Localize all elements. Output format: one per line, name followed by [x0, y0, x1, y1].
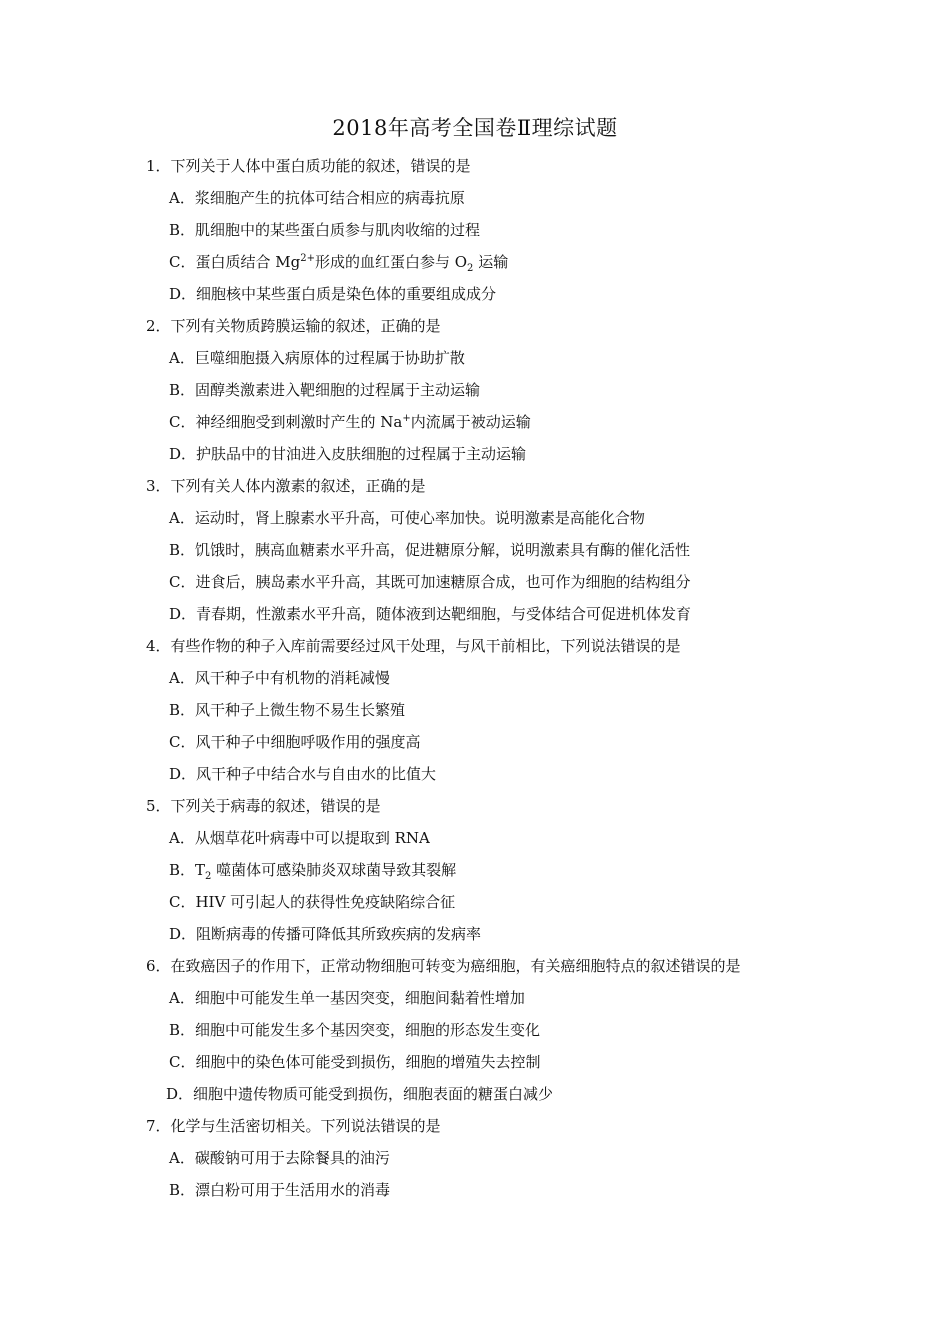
- option-text: C．神经细胞受到刺激时产生的 Na: [169, 413, 403, 431]
- option-item: A．细胞中可能发生单一基因突变，细胞间黏着性增加: [169, 989, 525, 1007]
- option-item: A．从烟草花叶病毒中可以提取到 RNA: [169, 829, 430, 847]
- option-item: C．细胞中的染色体可能受到损伤，细胞的增殖失去控制: [169, 1053, 541, 1071]
- option-item: [146, 246, 846, 278]
- option-item: B．风干种子上微生物不易生长繁殖: [169, 701, 406, 719]
- option-item: D．护肤品中的甘油进入皮肤细胞的过程属于主动运输: [169, 445, 527, 463]
- option-text: 运输: [473, 253, 509, 271]
- option-item: B．漂白粉可用于生活用水的消毒: [169, 1181, 391, 1199]
- option-item: B．细胞中可能发生多个基因突变，细胞的形态发生变化: [169, 1021, 541, 1039]
- option-item: D．风干种子中结合水与自由水的比值大: [169, 765, 437, 783]
- question-stem: 7．化学与生活密切相关。下列说法错误的是: [146, 1117, 441, 1135]
- question-stem: 4．有些作物的种子入库前需要经过风干处理，与风干前相比，下列说法错误的是: [146, 637, 681, 655]
- option-item: C．HIV 可引起人的获得性免疫缺陷综合征: [169, 893, 456, 911]
- question-list: [146, 150, 846, 1206]
- page-title: 2018年高考全国卷Ⅱ理综试题: [332, 116, 618, 140]
- option-text: B．T: [169, 861, 206, 879]
- question-stem: 6．在致癌因子的作用下，正常动物细胞可转变为癌细胞，有关癌细胞特点的叙述错误的是: [146, 957, 741, 975]
- option-text: C．蛋白质结合 Mg: [169, 253, 301, 271]
- option-item: C．进食后，胰岛素水平升高，其既可加速糖原合成，也可作为细胞的结构组分: [169, 573, 691, 591]
- question-stem: 2．下列有关物质跨膜运输的叙述，正确的是: [146, 317, 441, 335]
- option-item: B．肌细胞中的某些蛋白质参与肌肉收缩的过程: [169, 221, 481, 239]
- option-item: C．风干种子中细胞呼吸作用的强度高: [169, 733, 421, 751]
- option-item: D．细胞核中某些蛋白质是染色体的重要组成成分: [169, 285, 497, 303]
- option-item: B．饥饿时，胰高血糖素水平升高，促进糖原分解，说明激素具有酶的催化活性: [169, 541, 691, 559]
- question-stem: 3．下列有关人体内激素的叙述，正确的是: [146, 477, 426, 495]
- option-item: A．浆细胞产生的抗体可结合相应的病毒抗原: [169, 189, 465, 207]
- option-item: [146, 854, 846, 886]
- option-text: 噬菌体可感染肺炎双球菌导致其裂解: [211, 861, 457, 879]
- option-text: 内流属于被动运输: [410, 413, 531, 431]
- superscript: 2+: [300, 253, 315, 264]
- option-text: 形成的血红蛋白参与 O: [314, 253, 468, 271]
- subscript: 2: [467, 263, 474, 274]
- option-item: [146, 406, 846, 438]
- option-item: D．青春期，性激素水平升高，随体液到达靶细胞，与受体结合可促进机体发育: [169, 605, 692, 623]
- option-item: D．细胞中遗传物质可能受到损伤，细胞表面的糖蛋白减少: [166, 1085, 554, 1103]
- option-item: A．风干种子中有机物的消耗减慢: [169, 669, 390, 687]
- option-item: A．巨噬细胞摄入病原体的过程属于协助扩散: [169, 349, 465, 367]
- option-item: A．运动时，肾上腺素水平升高，可使心率加快。说明激素是高能化合物: [169, 509, 645, 527]
- subscript: 2: [205, 871, 212, 882]
- question-stem: 5．下列关于病毒的叙述，错误的是: [146, 797, 381, 815]
- option-item: A．碳酸钠可用于去除餐具的油污: [169, 1149, 390, 1167]
- option-item: D．阻断病毒的传播可降低其所致疾病的发病率: [169, 925, 482, 943]
- superscript: +: [402, 413, 411, 424]
- option-item: B．固醇类激素进入靶细胞的过程属于主动运输: [169, 381, 481, 399]
- question-stem: 1．下列关于人体中蛋白质功能的叙述，错误的是: [146, 157, 471, 175]
